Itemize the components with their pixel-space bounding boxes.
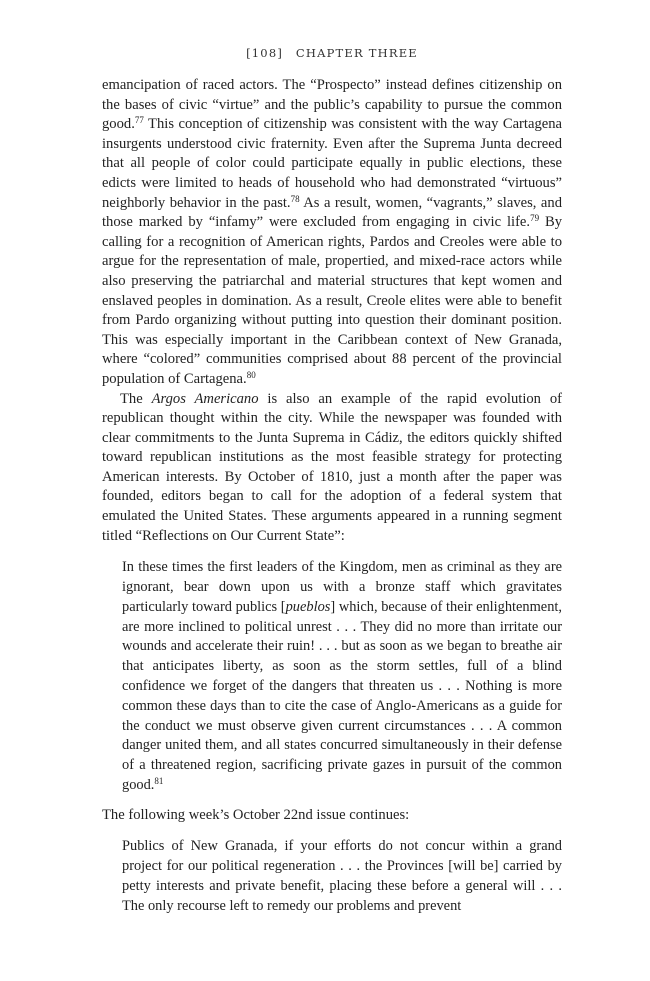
paragraph-2: [102, 390, 562, 547]
paragraph-2-part-b: is also an example of the rapid evolution of republican thought within the city. While the newspaper was founded with clear commitments to the Junta Suprema in Cádiz, the editors quickly shifted toward republican institutions as the most feasible strategy for protecting American interests. By October of 1810, just a month after the paper was founded, editors began to call for the adoption of a federal system that emulated the United States. These arguments appeared in a running segment titled “Reflections on Our Current State”:: [102, 390, 562, 544]
page-number: [108]: [246, 46, 284, 60]
body-text: [102, 76, 562, 917]
paragraph-3: The following week’s October 22nd issue continues:: [102, 806, 410, 823]
footnote-ref-79[interactable]: 79: [530, 213, 540, 224]
paragraph-1-part-a: emancipation of raced actors. The “Prospecto” instead defines citizenship on the bases of civic “virtue” and the public’s capability to pursue the common good.: [102, 77, 562, 133]
quote-1-term: pueblos: [285, 598, 331, 615]
block-quote-2: Publics of New Granada, if your efforts do not concur within a grand project for our political regeneration . . . the Provinces [will be] carried by petty interests and private benefit, placing these before a general will . . . The only recourse left to remedy our problems and prevent: [122, 838, 562, 914]
chapter-title: CHAPTER THREE: [295, 46, 418, 60]
book-page: [102, 46, 562, 927]
quote-1-part-a: In these times the first leaders of the Kingdom, men as criminal as they are ignorant, bear down upon us with a bronze staff which gravitates particularly toward publics [: [122, 559, 562, 615]
footnote-ref-80[interactable]: 80: [246, 369, 256, 380]
paragraph-1-part-c: As a result, women, “vagrants,” slaves, and those marked by “infamy” were excluded from engaging in civic life.: [102, 194, 562, 231]
footnote-ref-78[interactable]: 78: [290, 193, 300, 204]
paragraph-1: [102, 76, 562, 390]
paragraph-1-part-d: By calling for a recognition of American rights, Pardos and Creoles were able to argue for the representation of male, propertied, and mixed-race actors while also preserving the patriarchal and material structures that kept women and enslaved peoples in domination. As a result, Creole elites were able to benefit from Pardo organizing without putting into question their dominant position. This was especially important in the Caribbean context of New Granada, where “colored” communities comprised about 88 percent of the provincial population of Cartagena.: [102, 214, 562, 387]
footnote-ref-81[interactable]: 81: [154, 776, 164, 787]
running-head: [102, 46, 562, 62]
newspaper-title: Argos Americano: [151, 390, 259, 407]
footnote-ref-77[interactable]: 77: [134, 115, 144, 126]
paragraph-1-part-b: This conception of citizenship was consistent with the way Cartagena insurgents understood civic fraternity. Even after the Suprema Junta decreed that all people of color could participate equally in public elections, these edicts were limited to heads of household who had demonstrated “virtuous” neighborly behavior in the past.: [102, 116, 562, 211]
paragraph-2-part-a: The: [120, 390, 152, 407]
block-quote-1: [122, 558, 562, 796]
quote-1-part-b: ] which, because of their enlightenment, are more inclined to political unrest . . . They did no more than irritate our wounds and accelerate their ruin! . . . but as soon as we began to breathe air that anticipates liberty, as soon as the storm settles, full of a blind confidence we forget of the dangers that threaten us . . . Nothing is more common these days than to cite the case of Anglo-Americans as a guide for the conduct we must observe given current circumstances . . . A common danger united them, and all states concurred simultaneously in their defense of a threatened region, sacrificing private gazes in pursuit of the common good.: [122, 598, 562, 794]
